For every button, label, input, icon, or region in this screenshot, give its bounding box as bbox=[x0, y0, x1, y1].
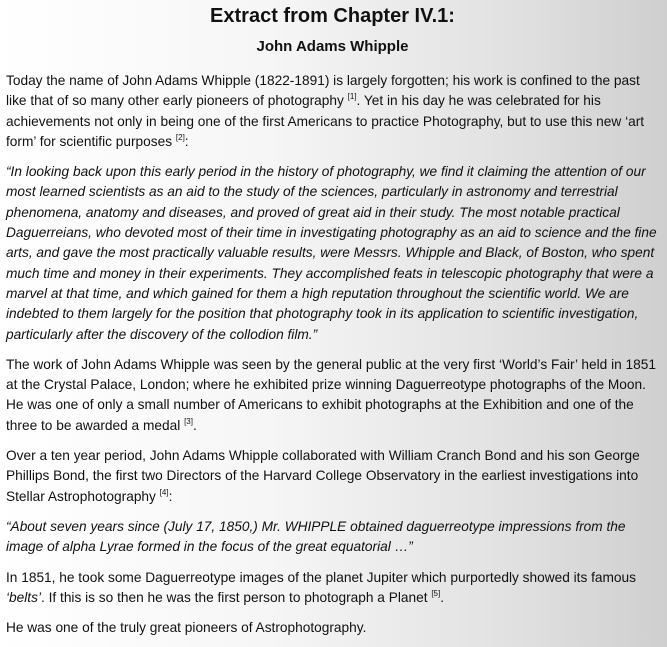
paragraph-text: . Yet in his day he was celebrated for his achievements not only in being one of the first Americans to practice Photography, but to use this new ‘art form’ for scientific purposes bbox=[6, 93, 645, 149]
footnote-ref: [2] bbox=[175, 132, 185, 142]
paragraph-text: . bbox=[440, 589, 445, 605]
footnote-ref: [1] bbox=[347, 92, 357, 102]
paragraph-intro bbox=[6, 71, 659, 152]
quote-block-vega: “About seven years since (July 17, 1850,) Mr. WHIPPLE obtained daguerreotype impressions from the image of alpha Lyrae formed in the focus of the great equatorial …” bbox=[6, 518, 626, 555]
paragraph-worlds-fair bbox=[6, 355, 659, 436]
paragraph-harvard bbox=[6, 446, 659, 507]
paragraph-text: Over a ten year period, John Adams Whipple collaborated with William Cranch Bond and his son George Phillips Bond, the first two Directors of the Harvard College Observatory in the earliest investigations into Stellar Astrophotography bbox=[6, 448, 640, 504]
emphasis-text: ‘belts’ bbox=[6, 589, 41, 605]
footnote-ref: [4] bbox=[159, 487, 169, 497]
paragraph-text: The work of John Adams Whipple was seen by the general public at the very first ‘World’s Fair’ held in 1851 at the Crystal Palace, London; where he exhibited prize winning Daguerreotype photographs of the Moon. He was one of only a small number of Americans to exhibit photographs at the Exhibition and one of the three to be awarded a medal bbox=[6, 356, 656, 433]
paragraph-text: . bbox=[192, 417, 197, 433]
footnote-ref: [3] bbox=[184, 416, 193, 426]
paragraph-jupiter bbox=[6, 568, 659, 609]
paragraph-text: Today the name of John Adams Whipple (1822-1891) is largely forgotten; his work is confined to the past like that of so many other early pioneers of photography bbox=[6, 73, 640, 109]
paragraph-text: . If this is so then he was the first person to photograph a Planet bbox=[41, 589, 432, 605]
chapter-title: Extract from Chapter IV.1: bbox=[210, 5, 455, 27]
footnote-ref: [5] bbox=[431, 588, 441, 598]
chapter-subtitle: John Adams Whipple bbox=[256, 38, 409, 55]
paragraph-text: : bbox=[168, 488, 173, 504]
paragraph-text: In 1851, he took some Daguerreotype images of the planet Jupiter which purportedly showed its famous bbox=[6, 569, 636, 585]
paragraph-closing: He was one of the truly great pioneers of Astrophotography. bbox=[6, 620, 367, 636]
quote-block: “In looking back upon this early period in the history of photography, we find it claiming the attention of our most learned scientists as an aid to the study of the sciences, particularly in astronomy and terrestrial phenomena, anatomy and diseases, and proved of great aid in their study. The most notable practical Daguerreians, who devoted most of their time in investigating photography as an aid to science and the fine arts, and gave the most practically valuable results, were Messrs. Whipple and Black, of Boston, who spent much time and money in their experiments. They accomplished feats in telescopic photography that were a marvel at that time, and which gained for them a high reputation throughout the scientific world. We are indebted to them largely for the position that photography took in its application to scientific investigation, particularly after the discovery of the collodion film.” bbox=[6, 164, 657, 342]
paragraph-text: : bbox=[184, 133, 189, 149]
